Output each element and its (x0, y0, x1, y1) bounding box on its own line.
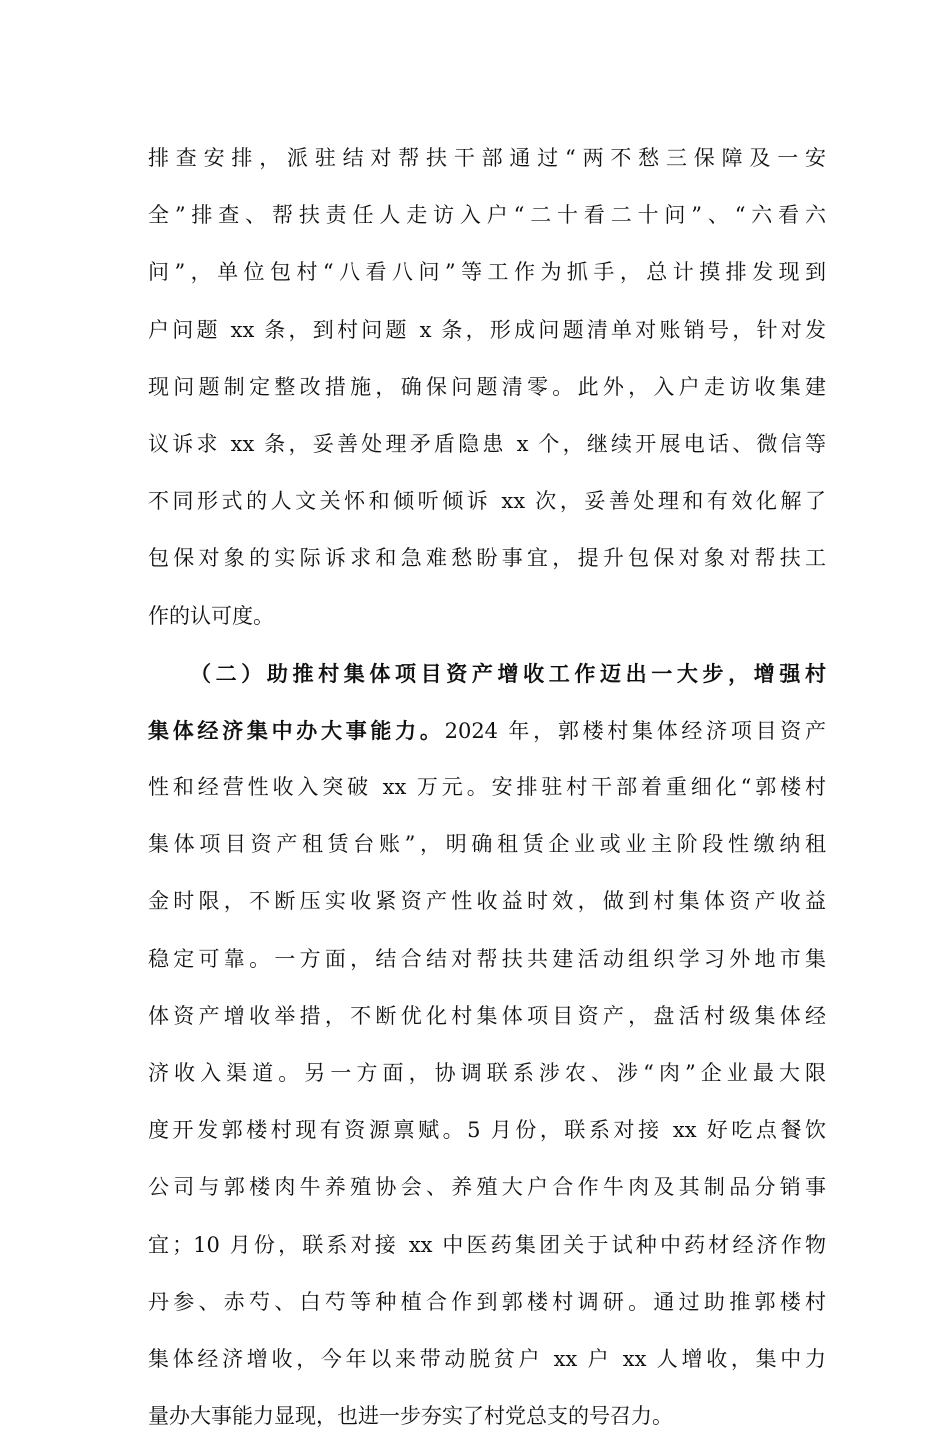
text-line: 问”，单位包村“八看八问”等工作为抓手，总计摸排发现到 (148, 260, 826, 285)
text-line: 丹参、赤芍、白芍等种植合作到郭楼村调研。通过助推郭楼村 (148, 1289, 826, 1314)
section-heading-continued: 集体经济集中办大事能力。 (148, 717, 445, 743)
text-line: 金时限，不断压实收紧资产性收益时效，做到村集体资产收益 (148, 889, 826, 914)
document-body (148, 130, 826, 1445)
text-line: 性和经营性收入突破 xx 万元。安排驻村干部着重细化“郭楼村 (148, 775, 826, 800)
text-line: 全”排查、帮扶责任人走访入户“二十看二十问”、“六看六 (148, 203, 826, 228)
section-heading: （二）助推村集体项目资产增收工作迈出一大步，增强村 (190, 660, 826, 686)
paragraph-inspection-results (148, 130, 826, 645)
text-line: 宜；10 月份，联系对接 xx 中医药集团关于试种中药材经济作物 (148, 1232, 826, 1257)
text-line: 公司与郭楼肉牛养殖协会、养殖大户合作牛肉及其制品分销事 (148, 1175, 826, 1200)
text-line: 度开发郭楼村现有资源禀赋。5 月份，联系对接 xx 好吃点餐饮 (148, 1118, 826, 1143)
text-line: 稳定可靠。一方面，结合结对帮扶共建活动组织学习外地市集 (148, 946, 826, 971)
text-line: 济收入渠道。另一方面，协调联系涉农、涉“肉”企业最大限 (148, 1061, 826, 1085)
text-line: 量办大事能力显现，也进一步夯实了村党总支的号召力。 (148, 1404, 673, 1429)
text-line: 排查安排，派驻结对帮扶干部通过“两不愁三保障及一安 (148, 146, 826, 170)
text-line: 议诉求 xx 条，妥善处理矛盾隐患 x 个，继续开展电话、微信等 (148, 431, 826, 456)
text-line: 集体项目资产租赁台账”，明确租赁企业或业主阶段性缴纳租 (148, 832, 826, 857)
text-line-start: 2024 年，郭楼村集体经济项目资产 (444, 718, 827, 743)
text-line: 集体经济增收，今年以来带动脱贫户 xx 户 xx 人增收，集中力 (148, 1346, 826, 1371)
text-line: 户问题 xx 条，到村问题 x 条，形成问题清单对账销号，针对发 (148, 317, 826, 342)
text-line: 包保对象的实际诉求和急难愁盼事宜，提升包保对象对帮扶工 (148, 546, 826, 571)
text-line-mixed (148, 702, 826, 759)
text-line: 不同形式的人文关怀和倾听倾诉 xx 次，妥善处理和有效化解了 (148, 489, 826, 514)
paragraph-collective-economy (148, 645, 826, 1445)
text-line: 现问题制定整改措施，确保问题清零。此外，入户走访收集建 (148, 374, 826, 399)
text-line: 体资产增收举措，不断优化村集体项目资产，盘活村级集体经 (148, 1003, 826, 1028)
text-line: 作的认可度。 (148, 603, 274, 628)
